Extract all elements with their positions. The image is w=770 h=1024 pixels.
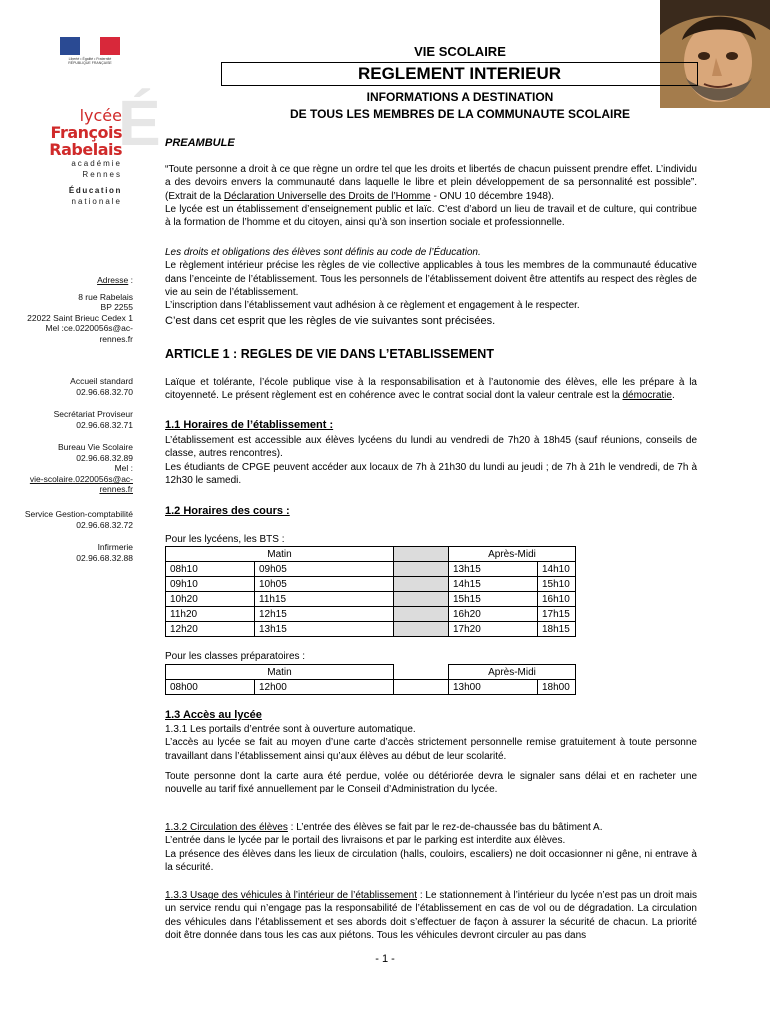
section-1-3-heading: 1.3 Accès au lycée [165, 709, 262, 721]
section-1-2-heading: 1.2 Horaires des cours : [165, 505, 290, 517]
schedule-table-lycee [165, 546, 576, 637]
table-row: 08h00 12h00 13h00 18h00 [166, 680, 576, 695]
table-row: 10h20 11h15 15h15 16h10 [166, 592, 576, 607]
email-link[interactable]: Mel :ce.0220056s@ac- [45, 323, 133, 334]
preambule-paragraph-1: “Toute personne a droit à ce que règne un ordre tel que les droits et libertés de chacun puissent prendre effet. L’individu a des devoirs envers la communauté dans laquelle le libre et plein développement de sa personnalité est possible”. (Extrait de la Déclaration Universelle des Droits de l’Homme - ONU 10 décembre 1948). Le lycée est un établissement d’enseignement public et laïc. C’est d’abord un lieu de travail et de culture, qui contribue à la formation de l’homme et du citoyen, ainsi qu’à son insertion sociale et professionnelle. [165, 164, 697, 229]
subtitle-line-2: DE TOUS LES MEMBRES DE LA COMMUNAUTE SCOLAIRE [289, 107, 630, 121]
preambule-paragraph-6: C’est dans cet esprit que les règles de vie suivantes sont précisées. [165, 315, 496, 328]
education-e-watermark: É [118, 87, 161, 159]
marianne-flag-icon [60, 37, 120, 55]
table-row: Matin Après-Midi [166, 547, 576, 562]
republique-logo [60, 37, 120, 71]
article-1-intro: Laïque et tolérante, l’école publique vise à la responsabilisation et à l’autonomie des élèves, elle les prépare à la citoyenneté. Le présent règlement est en cohérence avec le contrat social dont la valeur centrale est la démocratie. [165, 377, 697, 402]
vie-scolaire-title: VIE SCOLAIRE [414, 44, 506, 59]
lycee-logo [26, 107, 122, 158]
section-1-3-3-text: 1.3.3 Usage des véhicules à l’intérieur de l’établissement : Le stationnement à l’intérieur du lycée n’est pas un droit mais un service rendu qui n’engage pas la responsabilité de l’établissement en cas de vol ou de dégradation. La circulation des véhicules dans l’établissement et ses abords doit s’effectuer de façon à assurer la sécurité de chacun. La priorité doit être donnée dans tous les cas aux piétons. Tous les véhicules devront circuler au pas dans [165, 890, 697, 941]
accueil-contact: Accueil standard 02.96.68.32.70 [70, 376, 133, 397]
table-row: Matin Après-Midi [166, 665, 576, 680]
address-block: Adresse : 8 rue Rabelais BP 2255 22022 Saint Brieuc Cedex 1 Mel :ce.0220056s@ac- rennes.fr [20, 275, 133, 345]
table-2-caption: Pour les classes préparatoires : [165, 651, 306, 662]
section-1-1-text: L’établissement est accessible aux élèves lycéens du lundi au vendredi de 7h20 à 18h45 (sauf réunions, conseils de classe, autres rencontres). Les étudiants de CPGE peuvent accéder aux locaux de 7h à 21h30 du lundi au jeudi ; de 7h à 21h le vendredi, de 7h à 12h30 le samedi. [165, 435, 697, 486]
gestion-contact: Service Gestion-comptabilité 02.96.68.32.72 [24, 509, 133, 530]
preambule-paragraph-3: Les droits et obligations des élèves sont définis au code de l’Éducation. Le règlement intérieur précise les règles de vie collective applicables à tous les membres de la communauté éducative dans l’enceinte de l’établissement. Tous les personnels de l’établissement doivent être attentifs au respect des règles de vie au sein de l’établissement. L’inscription dans l’établissement vaut adhésion à ce règlement et engagement à le respecter. C’est dans cet esprit que les règles de vie suivantes sont précisées. [165, 247, 697, 328]
page-number: - 1 - [375, 953, 395, 965]
article-1-heading: ARTICLE 1 : REGLES DE VIE DANS L’ETABLISSEMENT [165, 347, 494, 361]
table-1-caption: Pour les lycéens, les BTS : [165, 534, 285, 545]
vie-scolaire-email-link[interactable]: vie-scolaire.0220056s@ac- [29, 473, 133, 484]
bureau-vie-scolaire-contact: Bureau Vie Scolaire 02.96.68.32.89 Mel : vie-scolaire.0220056s@ac- rennes.fr [20, 442, 133, 495]
schedule-table-cpge [165, 664, 576, 695]
academie-block: académie Rennes Éducation nationale [68, 159, 122, 206]
secretariat-contact: Secrétariat Proviseur 02.96.68.32.71 [53, 409, 133, 430]
section-1-3-2-text: 1.3.2 Circulation des élèves : L’entrée des élèves se fait par le rez-de-chaussée bas du bâtiment A. L’entrée dans le lycée par le portail des livraisons et par le parking est interdite aux élèves. La présence des élèves dans les lieux de circulation (halls, couloirs, escaliers) ne doit occasionner ni gêne, ni entrave à la sécurité. [165, 822, 697, 873]
declaration-link: Déclaration Universelle des Droits de l’Homme [223, 190, 431, 202]
table-row: 11h20 12h15 16h20 17h15 [166, 607, 576, 622]
table-row: 08h10 09h05 13h15 14h10 [166, 562, 576, 577]
preambule-paragraph-4: Le règlement intérieur précise les règles de vie collective applicables à tous les membres de la communauté éducative dans l’enceinte de l’établissement. Tous les personnels de l’établissement doivent être attentifs au respect des règles de vie au sein de l’établissement. [165, 260, 697, 298]
lycee-logo-line-1: lycée [79, 106, 122, 125]
lycee-logo-line-2: François Rabelais [49, 123, 122, 159]
infirmerie-contact: Infirmerie 02.96.68.32.88 [76, 542, 133, 563]
subtitle-line-1: INFORMATIONS A DESTINATION [366, 90, 554, 104]
section-1-3-1-text: 1.3.1 Les portails d’entrée sont à ouverture automatique. L’accès au lycée se fait au moyen d’une carte d’accès strictement personnelle remise gratuitement à toute personne travaillant dans l’établissement ainsi qu’aux élèves au début de leur scolarité. Toute personne dont la carte aura été perdue, volée ou détériorée devra le signaler sans délai et en racheter une nouvelle au tarif fixé annuellement par le Conseil d’Administration du lycée. [165, 724, 697, 796]
table-row: 09h10 10h05 14h15 15h10 [166, 577, 576, 592]
preambule-heading: PREAMBULE [165, 137, 235, 149]
preambule-paragraph-5: L’inscription dans l’établissement vaut adhésion à ce règlement et engagement à le respecter. [165, 300, 580, 312]
page-title: REGLEMENT INTERIEUR [221, 62, 698, 86]
section-1-1-heading: 1.1 Horaires de l’établissement : [165, 419, 334, 431]
table-row: 12h20 13h15 17h20 18h15 [166, 622, 576, 637]
preambule-paragraph-2: Le lycée est un établissement d’enseignement public et laïc. C’est d’abord un lieu de travail et de culture, qui contribue à la formation de l’homme et du citoyen, ainsi qu’à son insertion sociale et professionnelle. [165, 203, 697, 229]
republique-logo-text: Liberté • Égalité • Fraternité RÉPUBLIQUE FRANÇAISE [68, 57, 112, 66]
adresse-label: Adresse [97, 275, 129, 285]
